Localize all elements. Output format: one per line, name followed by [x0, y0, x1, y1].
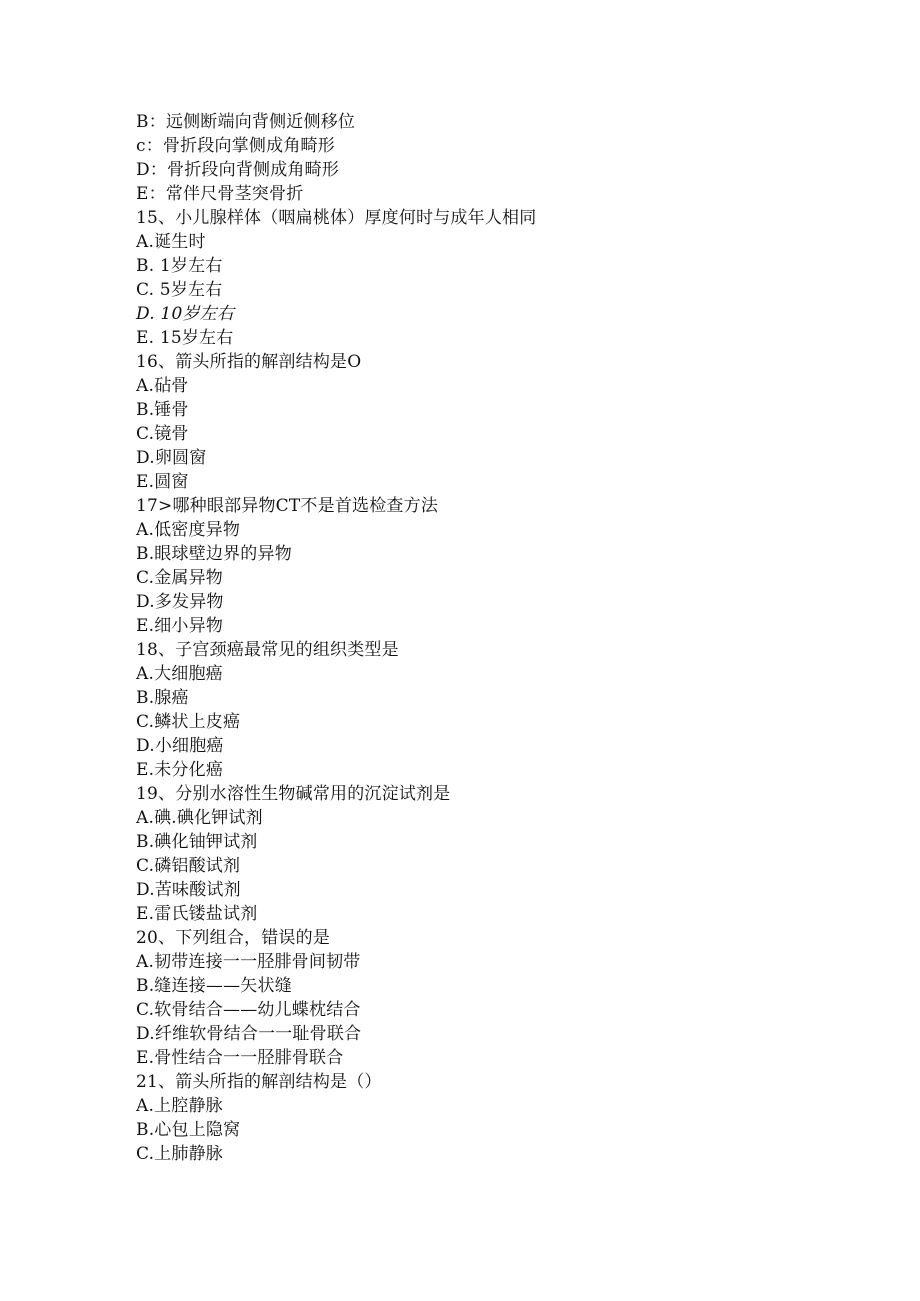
- question-line: 20、下列组合，错误的是: [136, 928, 331, 948]
- option-line: B.心包上隐窝: [136, 1120, 241, 1140]
- option-line: D.小细胞癌: [136, 736, 224, 756]
- option-line: E.骨性结合一一胫腓骨联合: [136, 1048, 344, 1068]
- question-line: 21、箭头所指的解剖结构是（）: [136, 1072, 382, 1092]
- option-line: D.多发异物: [136, 592, 224, 612]
- option-line: D.苦味酸试剂: [136, 880, 241, 900]
- option-line: B：远侧断端向背侧近侧移位: [136, 112, 356, 132]
- option-line: B.眼球壁边界的异物: [136, 544, 292, 564]
- option-line: B.缝连接——矢状缝: [136, 976, 292, 996]
- question-line: 18、子宫颈癌最常见的组织类型是: [136, 640, 399, 660]
- option-line: A.诞生时: [136, 232, 206, 252]
- option-line: A.上腔静脉: [136, 1096, 223, 1116]
- question-line: 16、箭头所指的解剖结构是O: [136, 352, 362, 372]
- option-line: B.锤骨: [136, 400, 189, 420]
- option-line: A.大细胞癌: [136, 664, 223, 684]
- option-line: D. 10岁左右: [136, 304, 235, 324]
- option-line: C.磷铝酸试剂: [136, 856, 241, 876]
- document-body: [136, 110, 836, 1166]
- option-line: A.碘.碘化钾试剂: [136, 808, 263, 828]
- option-line: D.卵圆窗: [136, 448, 207, 468]
- option-line: B.碘化铀钾试剂: [136, 832, 258, 852]
- option-line: C. 5岁左右: [136, 280, 223, 300]
- option-line: A.砧骨: [136, 376, 189, 396]
- option-line: E. 15岁左右: [136, 328, 234, 348]
- option-line: B. 1岁左右: [136, 256, 223, 276]
- option-line: C.鳞状上皮癌: [136, 712, 241, 732]
- option-line: B.腺癌: [136, 688, 189, 708]
- option-line: E.雷氏镂盐试剂: [136, 904, 258, 924]
- option-line: A.韧带连接一一胫腓骨间韧带: [136, 952, 361, 972]
- option-line: E.未分化癌: [136, 760, 224, 780]
- question-line: 19、分别水溶性生物碱常用的沉淀试剂是: [136, 784, 451, 804]
- option-line: C.金属异物: [136, 568, 224, 588]
- option-line: C.上肺静脉: [136, 1144, 224, 1164]
- option-line: E.圆窗: [136, 472, 189, 492]
- option-line: E：常伴尺骨茎突骨折: [136, 184, 304, 204]
- option-line: c：骨折段向掌侧成角畸形: [136, 136, 335, 156]
- option-line: A.低密度异物: [136, 520, 241, 540]
- question-line: 15、小儿腺样体（咽扁桃体）厚度何时与成年人相同: [136, 208, 537, 228]
- option-line: D：骨折段向背侧成角畸形: [136, 160, 340, 180]
- option-line: C.镜骨: [136, 424, 189, 444]
- question-line: 17>哪种眼部异物CT不是首选检查方法: [136, 496, 439, 516]
- option-line: D.纤维软骨结合一一耻骨联合: [136, 1024, 362, 1044]
- option-line: C.软骨结合——幼儿蝶枕结合: [136, 1000, 361, 1020]
- option-line: E.细小异物: [136, 616, 224, 636]
